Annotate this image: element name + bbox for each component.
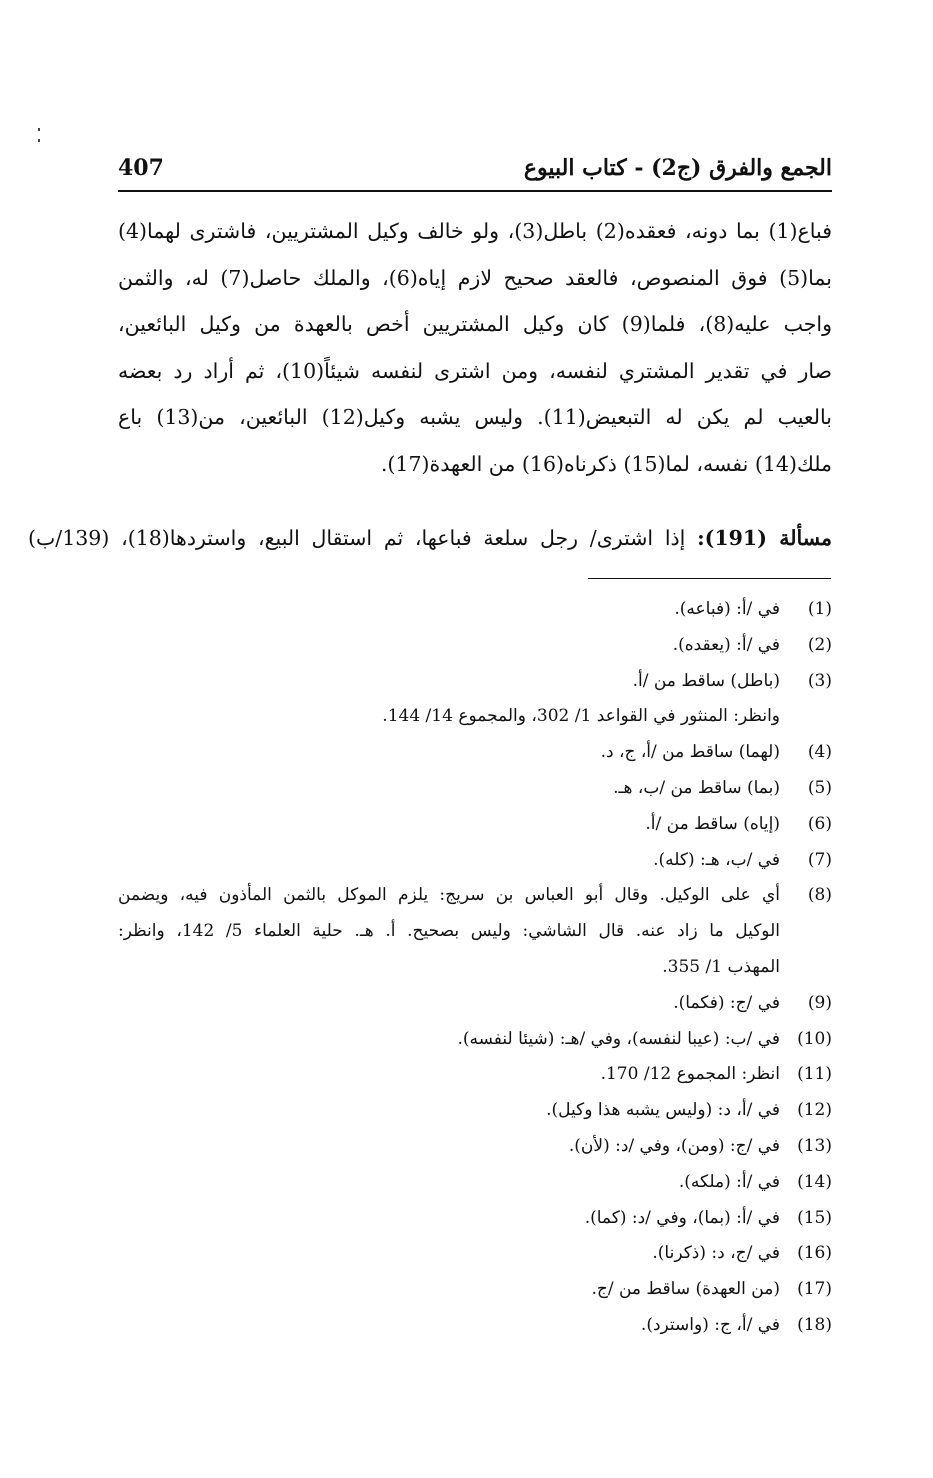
footnote-number: (5) xyxy=(807,777,832,798)
footnote-number: (11) xyxy=(797,1064,832,1085)
footnote-text: في /أ: (يعقده). xyxy=(672,634,780,655)
footnote-text: في /أ، ج: (واسترد). xyxy=(640,1314,780,1335)
footnote xyxy=(118,628,832,664)
footnote-continuation xyxy=(118,699,832,735)
main-text-line: فباع(1) بما دونه، فعقده(2) باطل(3)، ولو خالف وكيل المشتريين، فاشترى لهما(4) xyxy=(118,219,832,243)
issue-label: مسألة (191): xyxy=(697,526,832,550)
footnote-number: (10) xyxy=(797,1028,832,1049)
running-header xyxy=(118,150,832,190)
footnote-number: (15) xyxy=(797,1207,832,1228)
footnote xyxy=(118,1022,832,1058)
footnote-number: (1) xyxy=(807,599,832,619)
footnote xyxy=(118,1165,832,1201)
footnotes xyxy=(118,592,832,1344)
footnote xyxy=(118,1308,832,1344)
footnote-text: (إياه) ساقط من /أ. xyxy=(645,813,780,834)
footnote-text-line: الوكيل ما زاد عنه. قال الشاشي: وليس بصحيح. أ. هـ. حلية العلماء 5/ 142، وانظر: xyxy=(118,921,780,942)
footnote-text: في /ب: (عيبا لنفسه)، وفي /هـ: (شيئا لنفسه). xyxy=(457,1028,780,1049)
footnote-number: (12) xyxy=(797,1100,832,1121)
footnote-text: في /ب، هـ: (كله). xyxy=(653,849,780,870)
footnote xyxy=(118,771,832,807)
footnote-text-line: أي على الوكيل. وقال أبو العباس بن سريج: يلزم الموكل بالثمن المأذون فيه، ويضمن xyxy=(118,885,780,906)
footnote-text: في /أ، د: (وليس يشبه هذا وكيل). xyxy=(546,1100,780,1121)
footnote-text: (لهما) ساقط من /أ، ج، د. xyxy=(600,742,780,763)
footnote-number: (7) xyxy=(807,849,832,870)
footnote-text: وانظر: المنثور في القواعد 1/ 302، والمجموع 14/ 144. xyxy=(382,706,780,727)
issue-line xyxy=(28,520,832,556)
footnote-text: في /ج، د: (ذكرنا). xyxy=(652,1243,780,1264)
footnote-text: في /أ: (فباعه). xyxy=(674,599,780,619)
footnote-number: (9) xyxy=(807,992,832,1013)
footnote-text: في /ج: (ومن)، وفي /د: (لأن). xyxy=(568,1135,780,1156)
footnote-text: في /أ: (ملكه). xyxy=(678,1171,780,1192)
footnote-number: (8) xyxy=(807,885,832,906)
footnote-text: في /أ: (بما)، وفي /د: (كما). xyxy=(584,1207,780,1228)
footnote-text-line: المهذب 1/ 355. xyxy=(662,956,780,977)
footnote xyxy=(118,1272,832,1308)
margin-marks xyxy=(38,128,40,158)
footnote-text: انظر: المجموع 12/ 170. xyxy=(600,1064,780,1085)
footnote-number: (16) xyxy=(797,1243,832,1264)
footnote-number: (3) xyxy=(807,670,832,691)
footnote xyxy=(118,878,832,985)
footnote-number: (17) xyxy=(797,1279,832,1300)
footnote-number: (13) xyxy=(797,1135,832,1156)
footnote xyxy=(118,592,832,628)
footnote xyxy=(118,1236,832,1272)
footnote xyxy=(118,843,832,879)
footnote-number: (6) xyxy=(807,813,832,834)
footnote-text: (بما) ساقط من /ب، هـ. xyxy=(613,777,780,798)
footnote-rule xyxy=(588,578,831,579)
footnote xyxy=(118,664,832,700)
footnote xyxy=(118,1129,832,1165)
header-title: الجمع والفرق (ج2) - كتاب البيوع xyxy=(523,155,832,181)
footnote-text: (من العهدة) ساقط من /ج. xyxy=(591,1279,780,1300)
footnote-number: (2) xyxy=(807,634,832,655)
footnote-number: (14) xyxy=(797,1171,832,1192)
issue-text: إذا اشترى/ رجل سلعة فباعها، ثم استقال البيع، واستردها(18)، (139/ب) xyxy=(28,526,686,550)
footnote-text: في /ج: (فكما). xyxy=(673,992,780,1013)
footnote xyxy=(118,1201,832,1237)
main-text-line: ملك(14) نفسه، لما(15) ذكرناه(16) من العهدة(17). xyxy=(380,451,832,476)
footnote xyxy=(118,1093,832,1129)
header-rule xyxy=(118,190,832,192)
main-text xyxy=(118,208,832,487)
main-text-line: صار في تقدير المشتري لنفسه، ومن اشترى لنفسه شيئاً(10)، ثم أراد رد بعضه xyxy=(118,358,832,383)
footnote-text: (باطل) ساقط من /أ. xyxy=(632,670,780,691)
main-text-line: بما(5) فوق المنصوص، فالعقد صحيح لازم إياه(6)، والملك حاصل(7) له، والثمن xyxy=(118,265,832,290)
footnote xyxy=(118,735,832,771)
footnote-number: (4) xyxy=(807,742,832,763)
page-number: 407 xyxy=(118,155,164,181)
footnote-number: (18) xyxy=(797,1314,832,1335)
footnote xyxy=(118,986,832,1022)
main-text-line: بالعيب لم يكن له التبعيض(11). وليس يشبه وكيل(12) البائعين، من(13) باع xyxy=(118,405,832,429)
footnote xyxy=(118,1057,832,1093)
main-text-line: واجب عليه(8)، فلما(9) كان وكيل المشتريين أخص بالعهدة من وكيل البائعين، xyxy=(118,312,833,336)
footnote xyxy=(118,807,832,843)
